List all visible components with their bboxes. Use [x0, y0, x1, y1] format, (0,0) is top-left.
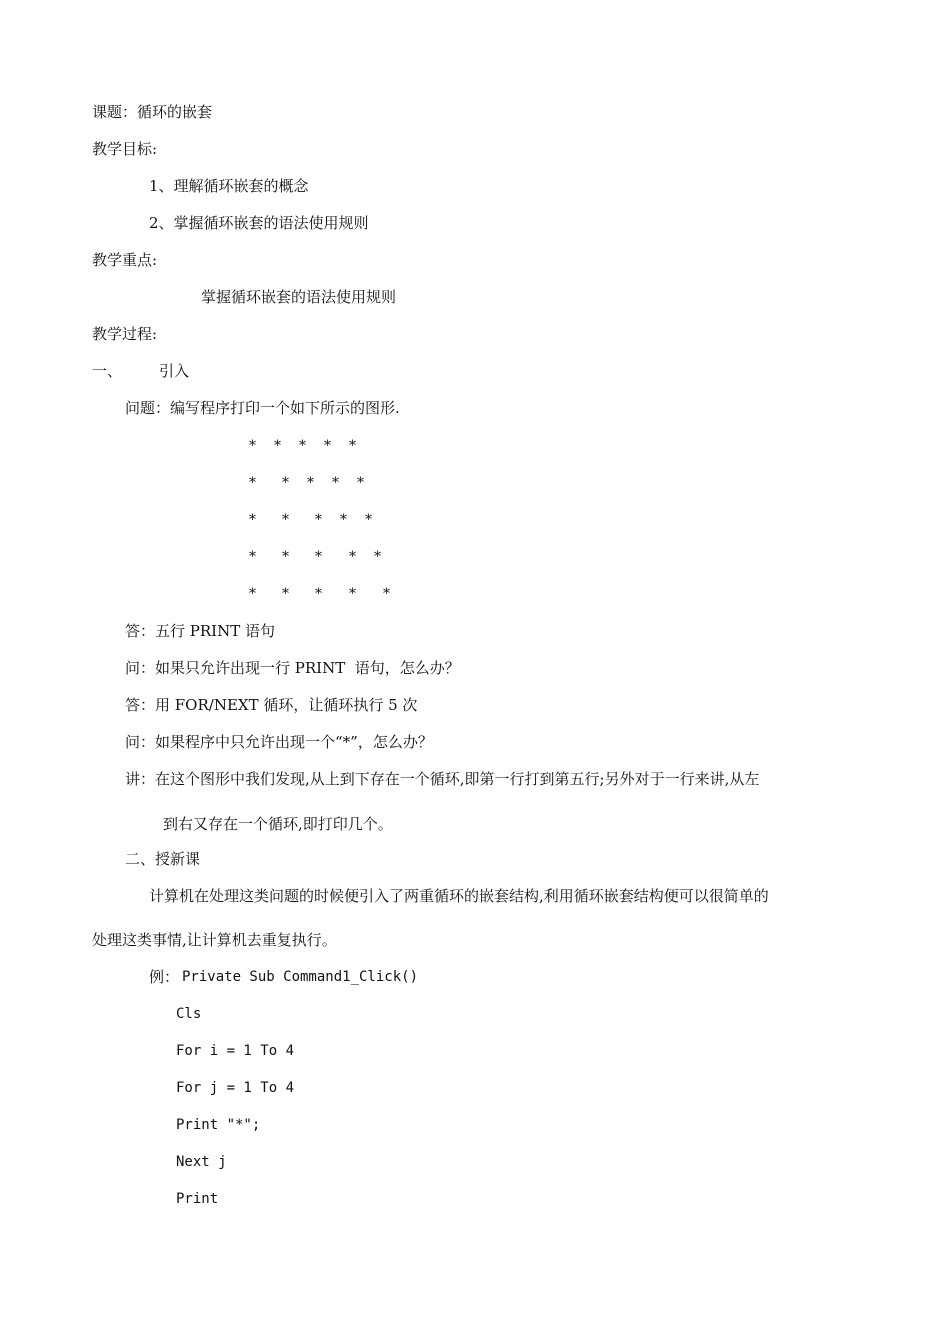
lesson-title: 课题：循环的嵌套	[92, 103, 213, 121]
star-row	[0, 584, 950, 604]
qa-line: 问：如果程序中只允许出现一个“*”，怎么办？	[125, 733, 433, 751]
star-mark: *	[332, 475, 339, 491]
star-mark: *	[357, 475, 364, 491]
example-label: 例：	[149, 968, 180, 986]
star-mark: *	[315, 586, 322, 602]
star-mark: *	[299, 438, 306, 454]
star-mark: *	[349, 549, 356, 565]
code-line: Private Sub Command1_Click()	[182, 969, 419, 985]
focus-text: 掌握循环嵌套的语法使用规则	[201, 288, 397, 306]
star-mark: *	[349, 586, 356, 602]
code-line: For i = 1 To 4	[176, 1043, 295, 1059]
star-row	[0, 547, 950, 567]
star-mark: *	[307, 475, 314, 491]
process-heading: 教学过程:	[92, 325, 158, 343]
qa-line: 问：如果只允许出现一行 PRINT 语句，怎么办？	[125, 659, 460, 677]
question-text: 问题：编写程序打印一个如下所示的图形.	[125, 399, 400, 417]
star-mark: *	[282, 475, 289, 491]
qa-line: 答：用 FOR/NEXT 循环，让循环执行 5 次	[125, 696, 418, 714]
star-mark: *	[374, 549, 381, 565]
code-line: For j = 1 To 4	[176, 1080, 295, 1096]
qa-line: 答：五行 PRINT 语句	[125, 622, 275, 640]
star-mark: *	[315, 512, 322, 528]
code-line: Print	[176, 1191, 219, 1207]
goals-heading: 教学目标:	[92, 140, 158, 158]
code-line: Next j	[176, 1154, 227, 1170]
star-row	[0, 436, 950, 456]
star-mark: *	[349, 438, 356, 454]
star-mark: *	[249, 512, 256, 528]
star-mark: *	[365, 512, 372, 528]
code-line: Cls	[176, 1006, 202, 1022]
section-2-title: 二、授新课	[125, 850, 201, 868]
paragraph-line: 处理这类事情,让计算机去重复执行。	[92, 931, 337, 949]
star-mark: *	[282, 586, 289, 602]
section-1-title: 引入	[159, 362, 190, 380]
star-mark: *	[249, 586, 256, 602]
star-row	[0, 473, 950, 493]
star-mark: *	[274, 438, 281, 454]
section-1-number: 一、	[92, 362, 123, 380]
star-mark: *	[249, 549, 256, 565]
star-mark: *	[340, 512, 347, 528]
star-row	[0, 510, 950, 530]
paragraph-line: 计算机在处理这类问题的时候便引入了两重循环的嵌套结构,利用循环嵌套结构便可以很简单的	[149, 887, 769, 905]
goal-item: 1、理解循环嵌套的概念	[149, 177, 309, 195]
explain-line: 到右又存在一个循环,即打印几个。	[163, 815, 393, 833]
star-mark: *	[383, 586, 390, 602]
star-mark: *	[324, 438, 331, 454]
focus-heading: 教学重点:	[92, 251, 158, 269]
star-mark: *	[282, 512, 289, 528]
star-mark: *	[249, 475, 256, 491]
star-mark: *	[315, 549, 322, 565]
star-mark: *	[249, 438, 256, 454]
explain-line: 讲：在这个图形中我们发现,从上到下存在一个循环,即第一行打到第五行;另外对于一行来讲,从左	[125, 770, 760, 788]
code-line: Print "*";	[176, 1117, 261, 1133]
goal-item: 2、掌握循环嵌套的语法使用规则	[149, 214, 369, 232]
star-mark: *	[282, 549, 289, 565]
